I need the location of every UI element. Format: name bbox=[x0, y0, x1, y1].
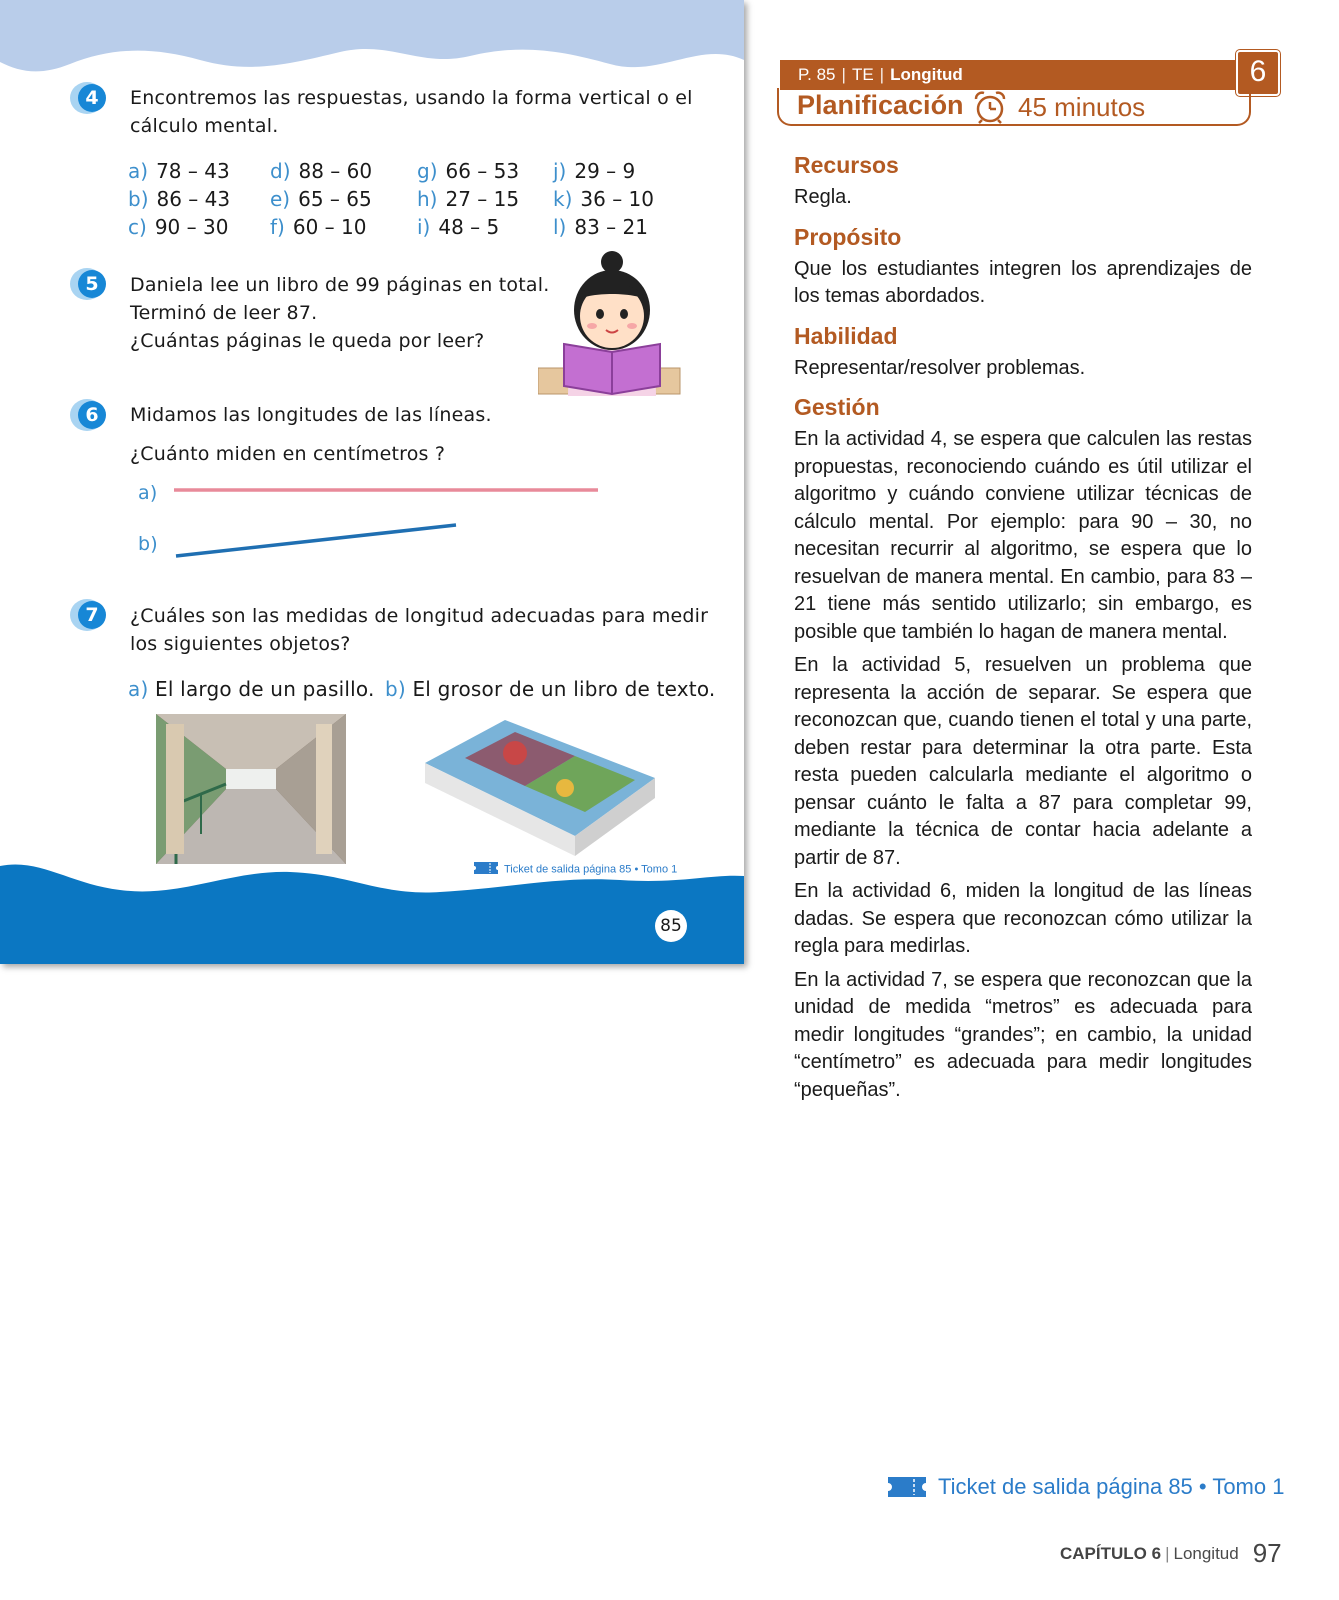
planning-title: Planificación bbox=[797, 90, 964, 120]
exercise-operation: 60 – 10 bbox=[292, 215, 367, 239]
exercise-operation: 83 – 21 bbox=[574, 215, 648, 239]
ticket-icon bbox=[888, 1477, 926, 1503]
exercise-label: b) bbox=[128, 187, 149, 211]
gestion-paragraph-4: En la actividad 7, se espera que reconozcan que la unidad de medida “metros” es adecuada para medir longitudes “grandes”; en cambio, la unidad “centímetro” es adecuada para medir longitudes “pequeñas”. bbox=[794, 968, 1252, 1101]
exercise-item bbox=[553, 186, 654, 213]
textbook-page bbox=[0, 0, 744, 964]
gestion-paragraph-1: En la actividad 4, se espera que calculen las restas propuestas, reconociendo cuándo es útil utilizar el algoritmo y cuándo conviene utilizar técnicas de cálculo mental. Por ejemplo: para 90 – 30, no necesitan recurrir al algoritmo, se espera que lo resuelvan de manera mental. En cambio, para 83 – 21 tiene más sentido utilizarlo; sin embargo, es posible que también lo hagan de manera mental. bbox=[794, 428, 1252, 643]
exercise-label: d) bbox=[270, 159, 291, 183]
exercise-operation: 36 – 10 bbox=[580, 187, 655, 211]
gestion-heading: Gestión bbox=[794, 394, 880, 420]
top-wave-decoration bbox=[0, 0, 744, 80]
recursos-text: Regla. bbox=[794, 186, 852, 208]
exercise-operation: 65 – 65 bbox=[298, 187, 372, 211]
exercise-label: g) bbox=[417, 159, 438, 183]
exercise-operation: 48 – 5 bbox=[438, 215, 500, 239]
habilidad-heading: Habilidad bbox=[794, 322, 898, 349]
hallway-photo bbox=[156, 714, 346, 864]
activity-7-item-b: b) El grosor de un libro de texto. bbox=[385, 677, 716, 701]
line-a-label: a) bbox=[138, 482, 158, 504]
exercise-item bbox=[270, 186, 372, 213]
activity-5-badge: 5 bbox=[70, 268, 106, 300]
exercise-item bbox=[270, 158, 372, 185]
chapter-number-badge: 6 bbox=[1236, 50, 1280, 96]
ticket-icon bbox=[474, 862, 498, 877]
guide-page-number: 97 bbox=[1252, 1538, 1282, 1568]
exercise-operation: 90 – 30 bbox=[154, 215, 229, 239]
activity-4-badge: 4 bbox=[70, 82, 106, 114]
exercise-operation: 78 – 43 bbox=[156, 159, 230, 183]
section-gestion bbox=[794, 392, 1252, 1104]
section-habilidad bbox=[794, 321, 1252, 383]
guide-tag-bar: P. 85 | TE | Longitud bbox=[780, 60, 1244, 90]
exercise-label: i) bbox=[417, 215, 431, 239]
exercise-item bbox=[553, 214, 648, 241]
activity-4-prompt: Encontremos las respuestas, usando la forma vertical o el cálculo mental. bbox=[130, 87, 693, 137]
exercise-operation: 27 – 15 bbox=[445, 187, 520, 211]
gestion-paragraph-3: En la actividad 6, miden la longitud de las líneas dadas. Se espera que reconozcan cómo utilizar la regla para medirlas. bbox=[794, 880, 1252, 957]
activity-7-badge: 7 bbox=[70, 599, 106, 631]
ticket-reference: Ticket de salida página 85 • Tomo 1 bbox=[888, 1474, 1284, 1503]
activity-6-badge: 6 bbox=[70, 399, 106, 431]
exercise-item bbox=[128, 214, 228, 241]
exercise-label: k) bbox=[553, 187, 573, 211]
exercise-item bbox=[128, 158, 230, 185]
gestion-paragraph-2: En la actividad 5, resuelven un problema que representa la acción de separar. Se espera que reconozcan que, cuando tienen el total y una parte, deben restar para determinar la otra parte. Esta resta pueden calcularla mediante el algoritmo o pensar cuánto le falta a 87 para completar 99, mediante la técnica de contar hacia adelante a partir de 87. bbox=[794, 654, 1252, 869]
exercise-item bbox=[417, 158, 519, 185]
exercise-operation: 66 – 53 bbox=[445, 159, 520, 183]
exercise-item bbox=[553, 158, 635, 185]
page-footer: CAPÍTULO 6 | Longitud 97 bbox=[1060, 1538, 1282, 1568]
habilidad-text: Representar/resolver problemas. bbox=[794, 356, 1086, 379]
exercise-operation: 88 – 60 bbox=[298, 159, 373, 183]
exercise-item bbox=[128, 186, 230, 213]
activity-6-question: ¿Cuánto miden en centímetros ? bbox=[130, 443, 446, 465]
activity-7-prompt: ¿Cuáles son las medidas de longitud adecuadas para medir los siguientes objetos? bbox=[130, 605, 709, 655]
exercise-item bbox=[270, 214, 366, 241]
activity-6-prompt: Midamos las longitudes de las líneas. bbox=[130, 404, 492, 426]
exercise-operation: 86 – 43 bbox=[156, 187, 231, 211]
line-b bbox=[176, 525, 456, 556]
exercise-item bbox=[417, 186, 519, 213]
exercise-operation: 29 – 9 bbox=[574, 159, 636, 183]
exercise-label: h) bbox=[417, 187, 438, 211]
planning-duration: 45 minutos bbox=[1018, 92, 1146, 122]
exercise-item bbox=[417, 214, 499, 241]
measurement-lines bbox=[170, 480, 610, 560]
exercise-label: a) bbox=[128, 159, 149, 183]
line-b-label: b) bbox=[138, 533, 158, 555]
textbook-page-number: 85 bbox=[655, 910, 687, 942]
activity-5-prompt: Daniela lee un libro de 99 páginas en total. Terminó de leer 87. ¿Cuántas páginas le queda por leer? bbox=[130, 274, 550, 352]
ticket-reference-small: Ticket de salida página 85 • Tomo 1 bbox=[474, 862, 677, 877]
proposito-text: Que los estudiantes integren los aprendizajes de los temas abordados. bbox=[794, 257, 1252, 307]
recursos-heading: Recursos bbox=[794, 152, 899, 178]
activity-7-item-a: a) El largo de un pasillo. bbox=[128, 677, 375, 701]
exercise-label: l) bbox=[553, 215, 567, 239]
exercise-label: e) bbox=[270, 187, 291, 211]
section-proposito bbox=[794, 222, 1252, 311]
girl-reading-illustration bbox=[538, 248, 686, 396]
section-recursos bbox=[794, 150, 1252, 212]
textbook-photo bbox=[405, 708, 665, 868]
exercise-label: f) bbox=[270, 215, 285, 239]
alarm-clock-icon bbox=[972, 90, 1008, 124]
teacher-guide-content bbox=[794, 150, 1252, 1114]
exercise-label: c) bbox=[128, 215, 147, 239]
proposito-heading: Propósito bbox=[794, 223, 902, 250]
exercise-label: j) bbox=[553, 159, 567, 183]
